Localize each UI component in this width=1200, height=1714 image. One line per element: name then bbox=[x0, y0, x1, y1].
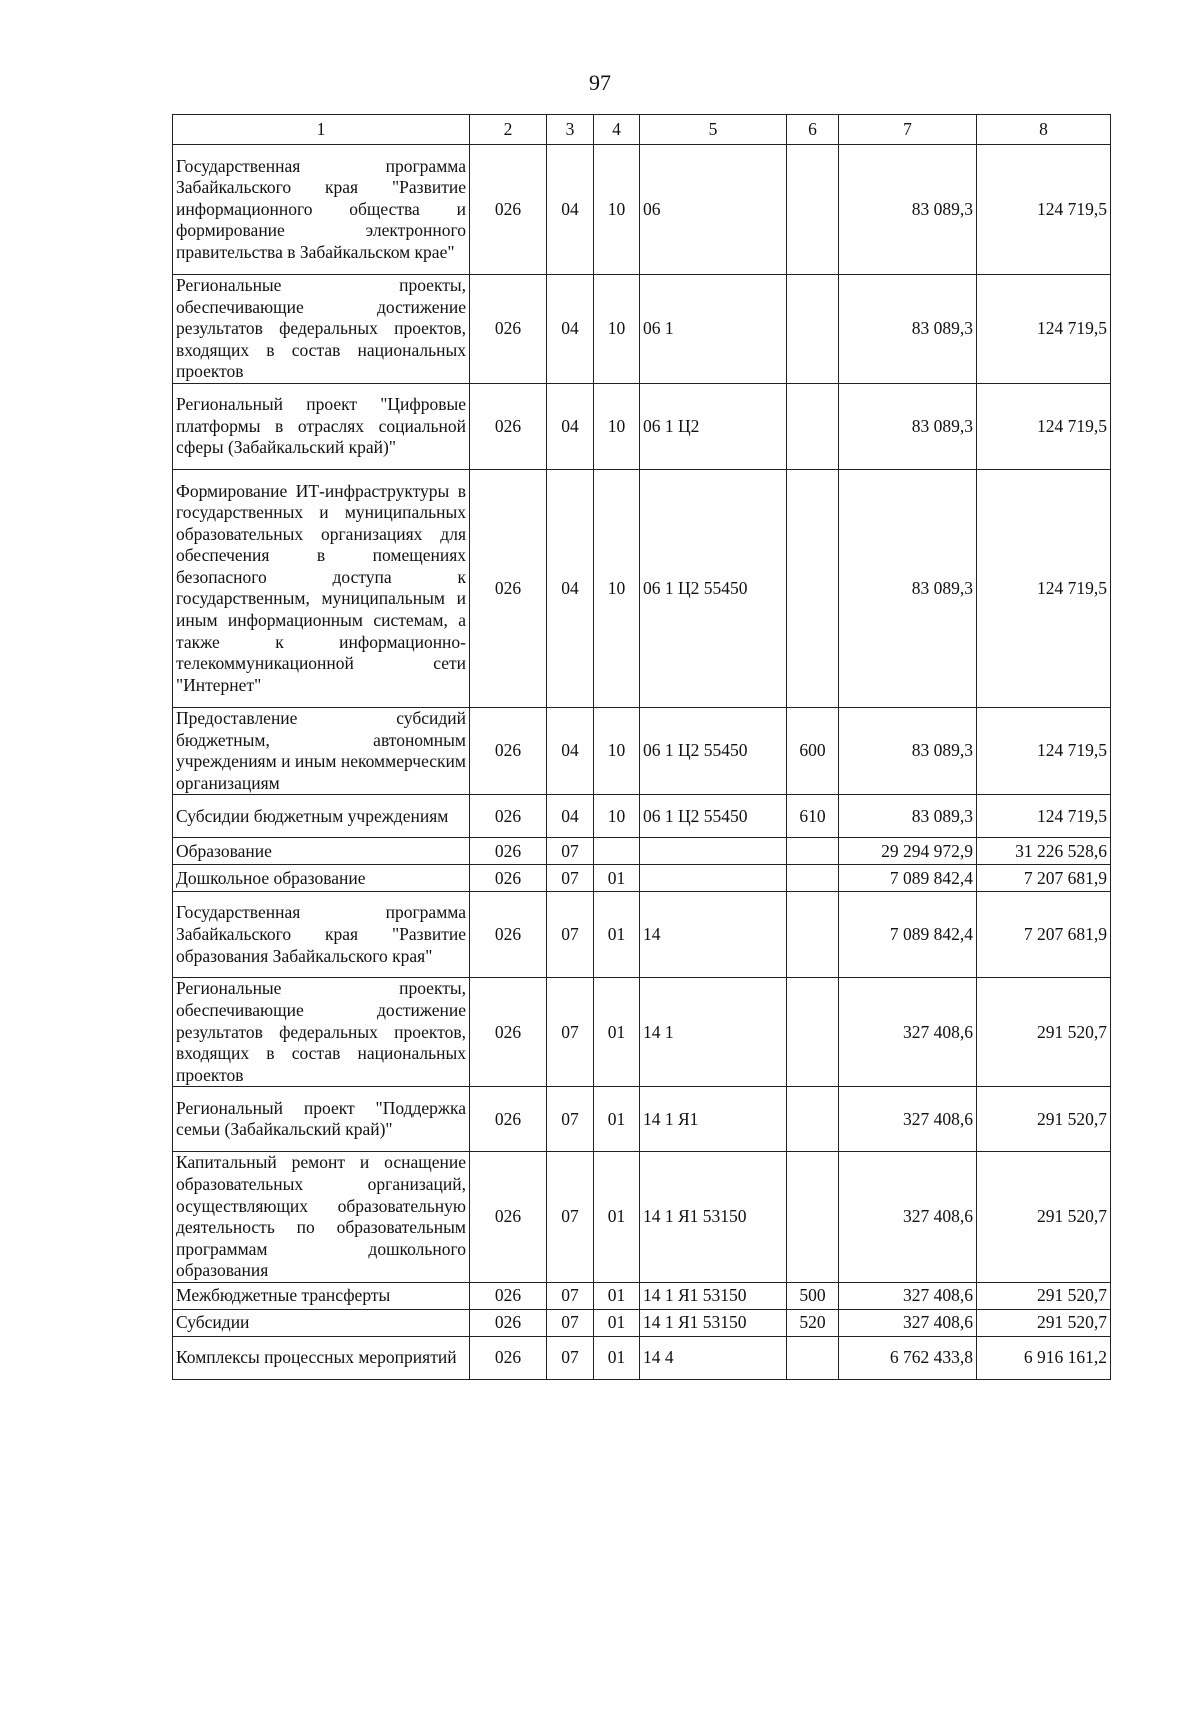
row-name: Межбюджетные трансферты bbox=[173, 1282, 470, 1309]
row-grbs: 026 bbox=[470, 469, 547, 707]
row-grbs: 026 bbox=[470, 383, 547, 469]
row-section: 04 bbox=[547, 275, 594, 384]
row-amount-year1: 83 089,3 bbox=[839, 275, 977, 384]
row-grbs: 026 bbox=[470, 978, 547, 1087]
row-target-article: 14 bbox=[640, 892, 787, 978]
row-amount-year1: 327 408,6 bbox=[839, 1087, 977, 1152]
row-amount-year1: 327 408,6 bbox=[839, 1152, 977, 1283]
table-row bbox=[173, 1152, 1111, 1283]
row-amount-year2: 291 520,7 bbox=[977, 978, 1111, 1087]
row-target-article bbox=[640, 865, 787, 892]
row-name: Дошкольное образование bbox=[173, 865, 470, 892]
row-name: Субсидии bbox=[173, 1309, 470, 1336]
row-amount-year2: 124 719,5 bbox=[977, 145, 1111, 275]
row-amount-year1: 83 089,3 bbox=[839, 795, 977, 838]
row-subsection: 10 bbox=[594, 145, 640, 275]
row-grbs: 026 bbox=[470, 1282, 547, 1309]
column-header: 3 bbox=[547, 115, 594, 145]
row-target-article: 06 1 Ц2 55450 bbox=[640, 469, 787, 707]
row-target-article: 06 bbox=[640, 145, 787, 275]
row-section: 07 bbox=[547, 1282, 594, 1309]
row-grbs: 026 bbox=[470, 1336, 547, 1379]
row-target-article: 14 1 Я1 bbox=[640, 1087, 787, 1152]
row-target-article: 06 1 bbox=[640, 275, 787, 384]
table-row bbox=[173, 383, 1111, 469]
table-row bbox=[173, 865, 1111, 892]
row-subsection: 01 bbox=[594, 892, 640, 978]
row-amount-year2: 7 207 681,9 bbox=[977, 892, 1111, 978]
page-number: 97 bbox=[589, 70, 611, 95]
row-name: Государственная программа Забайкальского края "Развитие образования Забайкальского края" bbox=[173, 892, 470, 978]
row-name: Региональные проекты, обеспечивающие достижение результатов федеральных проектов, входящих в состав национальных проектов bbox=[173, 275, 470, 384]
row-section: 04 bbox=[547, 795, 594, 838]
row-target-article: 14 1 Я1 53150 bbox=[640, 1152, 787, 1283]
row-section: 07 bbox=[547, 978, 594, 1087]
row-section: 07 bbox=[547, 1087, 594, 1152]
row-target-article: 06 1 Ц2 55450 bbox=[640, 795, 787, 838]
column-header: 4 bbox=[594, 115, 640, 145]
table-row bbox=[173, 795, 1111, 838]
row-expense-type bbox=[787, 865, 839, 892]
row-amount-year1: 83 089,3 bbox=[839, 707, 977, 794]
row-name: Комплексы процессных мероприятий bbox=[173, 1336, 470, 1379]
row-subsection: 10 bbox=[594, 707, 640, 794]
row-subsection: 01 bbox=[594, 1152, 640, 1283]
row-section: 04 bbox=[547, 469, 594, 707]
row-target-article: 06 1 Ц2 55450 bbox=[640, 707, 787, 794]
row-name: Капитальный ремонт и оснащение образовательных организаций, осуществляющих образовательную деятельность по образовательным программам дошкольного образования bbox=[173, 1152, 470, 1283]
row-expense-type bbox=[787, 469, 839, 707]
row-expense-type bbox=[787, 1336, 839, 1379]
row-amount-year1: 327 408,6 bbox=[839, 1309, 977, 1336]
row-target-article: 06 1 Ц2 bbox=[640, 383, 787, 469]
row-subsection: 01 bbox=[594, 1282, 640, 1309]
row-subsection: 01 bbox=[594, 1336, 640, 1379]
table-row bbox=[173, 145, 1111, 275]
row-expense-type bbox=[787, 838, 839, 865]
row-amount-year2: 124 719,5 bbox=[977, 469, 1111, 707]
row-section: 04 bbox=[547, 707, 594, 794]
row-subsection: 01 bbox=[594, 1309, 640, 1336]
column-header: 8 bbox=[977, 115, 1111, 145]
row-grbs: 026 bbox=[470, 838, 547, 865]
row-amount-year1: 83 089,3 bbox=[839, 469, 977, 707]
row-subsection: 01 bbox=[594, 978, 640, 1087]
row-amount-year2: 31 226 528,6 bbox=[977, 838, 1111, 865]
row-subsection bbox=[594, 838, 640, 865]
row-section: 07 bbox=[547, 892, 594, 978]
row-amount-year1: 327 408,6 bbox=[839, 1282, 977, 1309]
row-target-article: 14 1 bbox=[640, 978, 787, 1087]
row-amount-year1: 7 089 842,4 bbox=[839, 892, 977, 978]
table-row bbox=[173, 1309, 1111, 1336]
table-row bbox=[173, 892, 1111, 978]
column-header: 1 bbox=[173, 115, 470, 145]
row-name: Государственная программа Забайкальского края "Развитие информационного общества и формирование электронного правительства в Забайкальском крае" bbox=[173, 145, 470, 275]
row-subsection: 01 bbox=[594, 1087, 640, 1152]
column-header: 5 bbox=[640, 115, 787, 145]
row-section: 07 bbox=[547, 1152, 594, 1283]
row-amount-year2: 291 520,7 bbox=[977, 1152, 1111, 1283]
row-name: Субсидии бюджетным учреждениям bbox=[173, 795, 470, 838]
row-section: 07 bbox=[547, 1336, 594, 1379]
table-row bbox=[173, 469, 1111, 707]
row-section: 04 bbox=[547, 145, 594, 275]
row-grbs: 026 bbox=[470, 795, 547, 838]
row-expense-type: 500 bbox=[787, 1282, 839, 1309]
row-expense-type: 610 bbox=[787, 795, 839, 838]
row-subsection: 10 bbox=[594, 469, 640, 707]
row-section: 07 bbox=[547, 1309, 594, 1336]
column-header: 7 bbox=[839, 115, 977, 145]
row-name: Региональный проект "Цифровые платформы в отраслях социальной сферы (Забайкальский край)" bbox=[173, 383, 470, 469]
row-amount-year2: 291 520,7 bbox=[977, 1087, 1111, 1152]
row-amount-year1: 6 762 433,8 bbox=[839, 1336, 977, 1379]
row-expense-type bbox=[787, 978, 839, 1087]
row-expense-type bbox=[787, 1087, 839, 1152]
table-row bbox=[173, 838, 1111, 865]
row-amount-year2: 7 207 681,9 bbox=[977, 865, 1111, 892]
row-expense-type: 520 bbox=[787, 1309, 839, 1336]
row-target-article: 14 1 Я1 53150 bbox=[640, 1309, 787, 1336]
row-expense-type bbox=[787, 1152, 839, 1283]
row-expense-type: 600 bbox=[787, 707, 839, 794]
row-amount-year2: 124 719,5 bbox=[977, 795, 1111, 838]
row-expense-type bbox=[787, 383, 839, 469]
table-row bbox=[173, 1282, 1111, 1309]
row-section: 07 bbox=[547, 865, 594, 892]
row-grbs: 026 bbox=[470, 1309, 547, 1336]
row-grbs: 026 bbox=[470, 1152, 547, 1283]
row-amount-year2: 291 520,7 bbox=[977, 1309, 1111, 1336]
row-name: Региональные проекты, обеспечивающие достижение результатов федеральных проектов, входящих в состав национальных проектов bbox=[173, 978, 470, 1087]
column-header: 6 bbox=[787, 115, 839, 145]
table-row bbox=[173, 978, 1111, 1087]
table-row bbox=[173, 1087, 1111, 1152]
row-amount-year2: 124 719,5 bbox=[977, 707, 1111, 794]
row-expense-type bbox=[787, 275, 839, 384]
row-target-article: 14 1 Я1 53150 bbox=[640, 1282, 787, 1309]
row-name: Региональный проект "Поддержка семьи (Забайкальский край)" bbox=[173, 1087, 470, 1152]
row-amount-year1: 7 089 842,4 bbox=[839, 865, 977, 892]
header-row bbox=[173, 115, 1111, 145]
row-amount-year1: 83 089,3 bbox=[839, 145, 977, 275]
column-header: 2 bbox=[470, 115, 547, 145]
row-name: Формирование ИТ-инфраструктуры в государственных и муниципальных образовательных организациях для обеспечения в помещениях безопасного доступа к государственным, муниципальным и иным информационным системам, а также к информационно-телекоммуникационной сети "Интернет" bbox=[173, 469, 470, 707]
row-expense-type bbox=[787, 145, 839, 275]
budget-table bbox=[172, 114, 1111, 1380]
row-target-article bbox=[640, 838, 787, 865]
row-subsection: 10 bbox=[594, 275, 640, 384]
row-target-article: 14 4 bbox=[640, 1336, 787, 1379]
table-row bbox=[173, 275, 1111, 384]
table-row bbox=[173, 1336, 1111, 1379]
row-amount-year1: 327 408,6 bbox=[839, 978, 977, 1087]
row-amount-year1: 83 089,3 bbox=[839, 383, 977, 469]
row-subsection: 01 bbox=[594, 865, 640, 892]
row-grbs: 026 bbox=[470, 145, 547, 275]
row-amount-year2: 124 719,5 bbox=[977, 275, 1111, 384]
row-section: 04 bbox=[547, 383, 594, 469]
table-row bbox=[173, 707, 1111, 794]
row-amount-year2: 6 916 161,2 bbox=[977, 1336, 1111, 1379]
row-amount-year2: 124 719,5 bbox=[977, 383, 1111, 469]
row-subsection: 10 bbox=[594, 795, 640, 838]
row-grbs: 026 bbox=[470, 1087, 547, 1152]
row-grbs: 026 bbox=[470, 892, 547, 978]
row-amount-year2: 291 520,7 bbox=[977, 1282, 1111, 1309]
row-grbs: 026 bbox=[470, 275, 547, 384]
row-subsection: 10 bbox=[594, 383, 640, 469]
row-expense-type bbox=[787, 892, 839, 978]
table-body bbox=[173, 145, 1111, 1380]
row-name: Образование bbox=[173, 838, 470, 865]
row-grbs: 026 bbox=[470, 707, 547, 794]
row-name: Предоставление субсидий бюджетным, автономным учреждениям и иным некоммерческим организациям bbox=[173, 707, 470, 794]
row-section: 07 bbox=[547, 838, 594, 865]
row-grbs: 026 bbox=[470, 865, 547, 892]
row-amount-year1: 29 294 972,9 bbox=[839, 838, 977, 865]
